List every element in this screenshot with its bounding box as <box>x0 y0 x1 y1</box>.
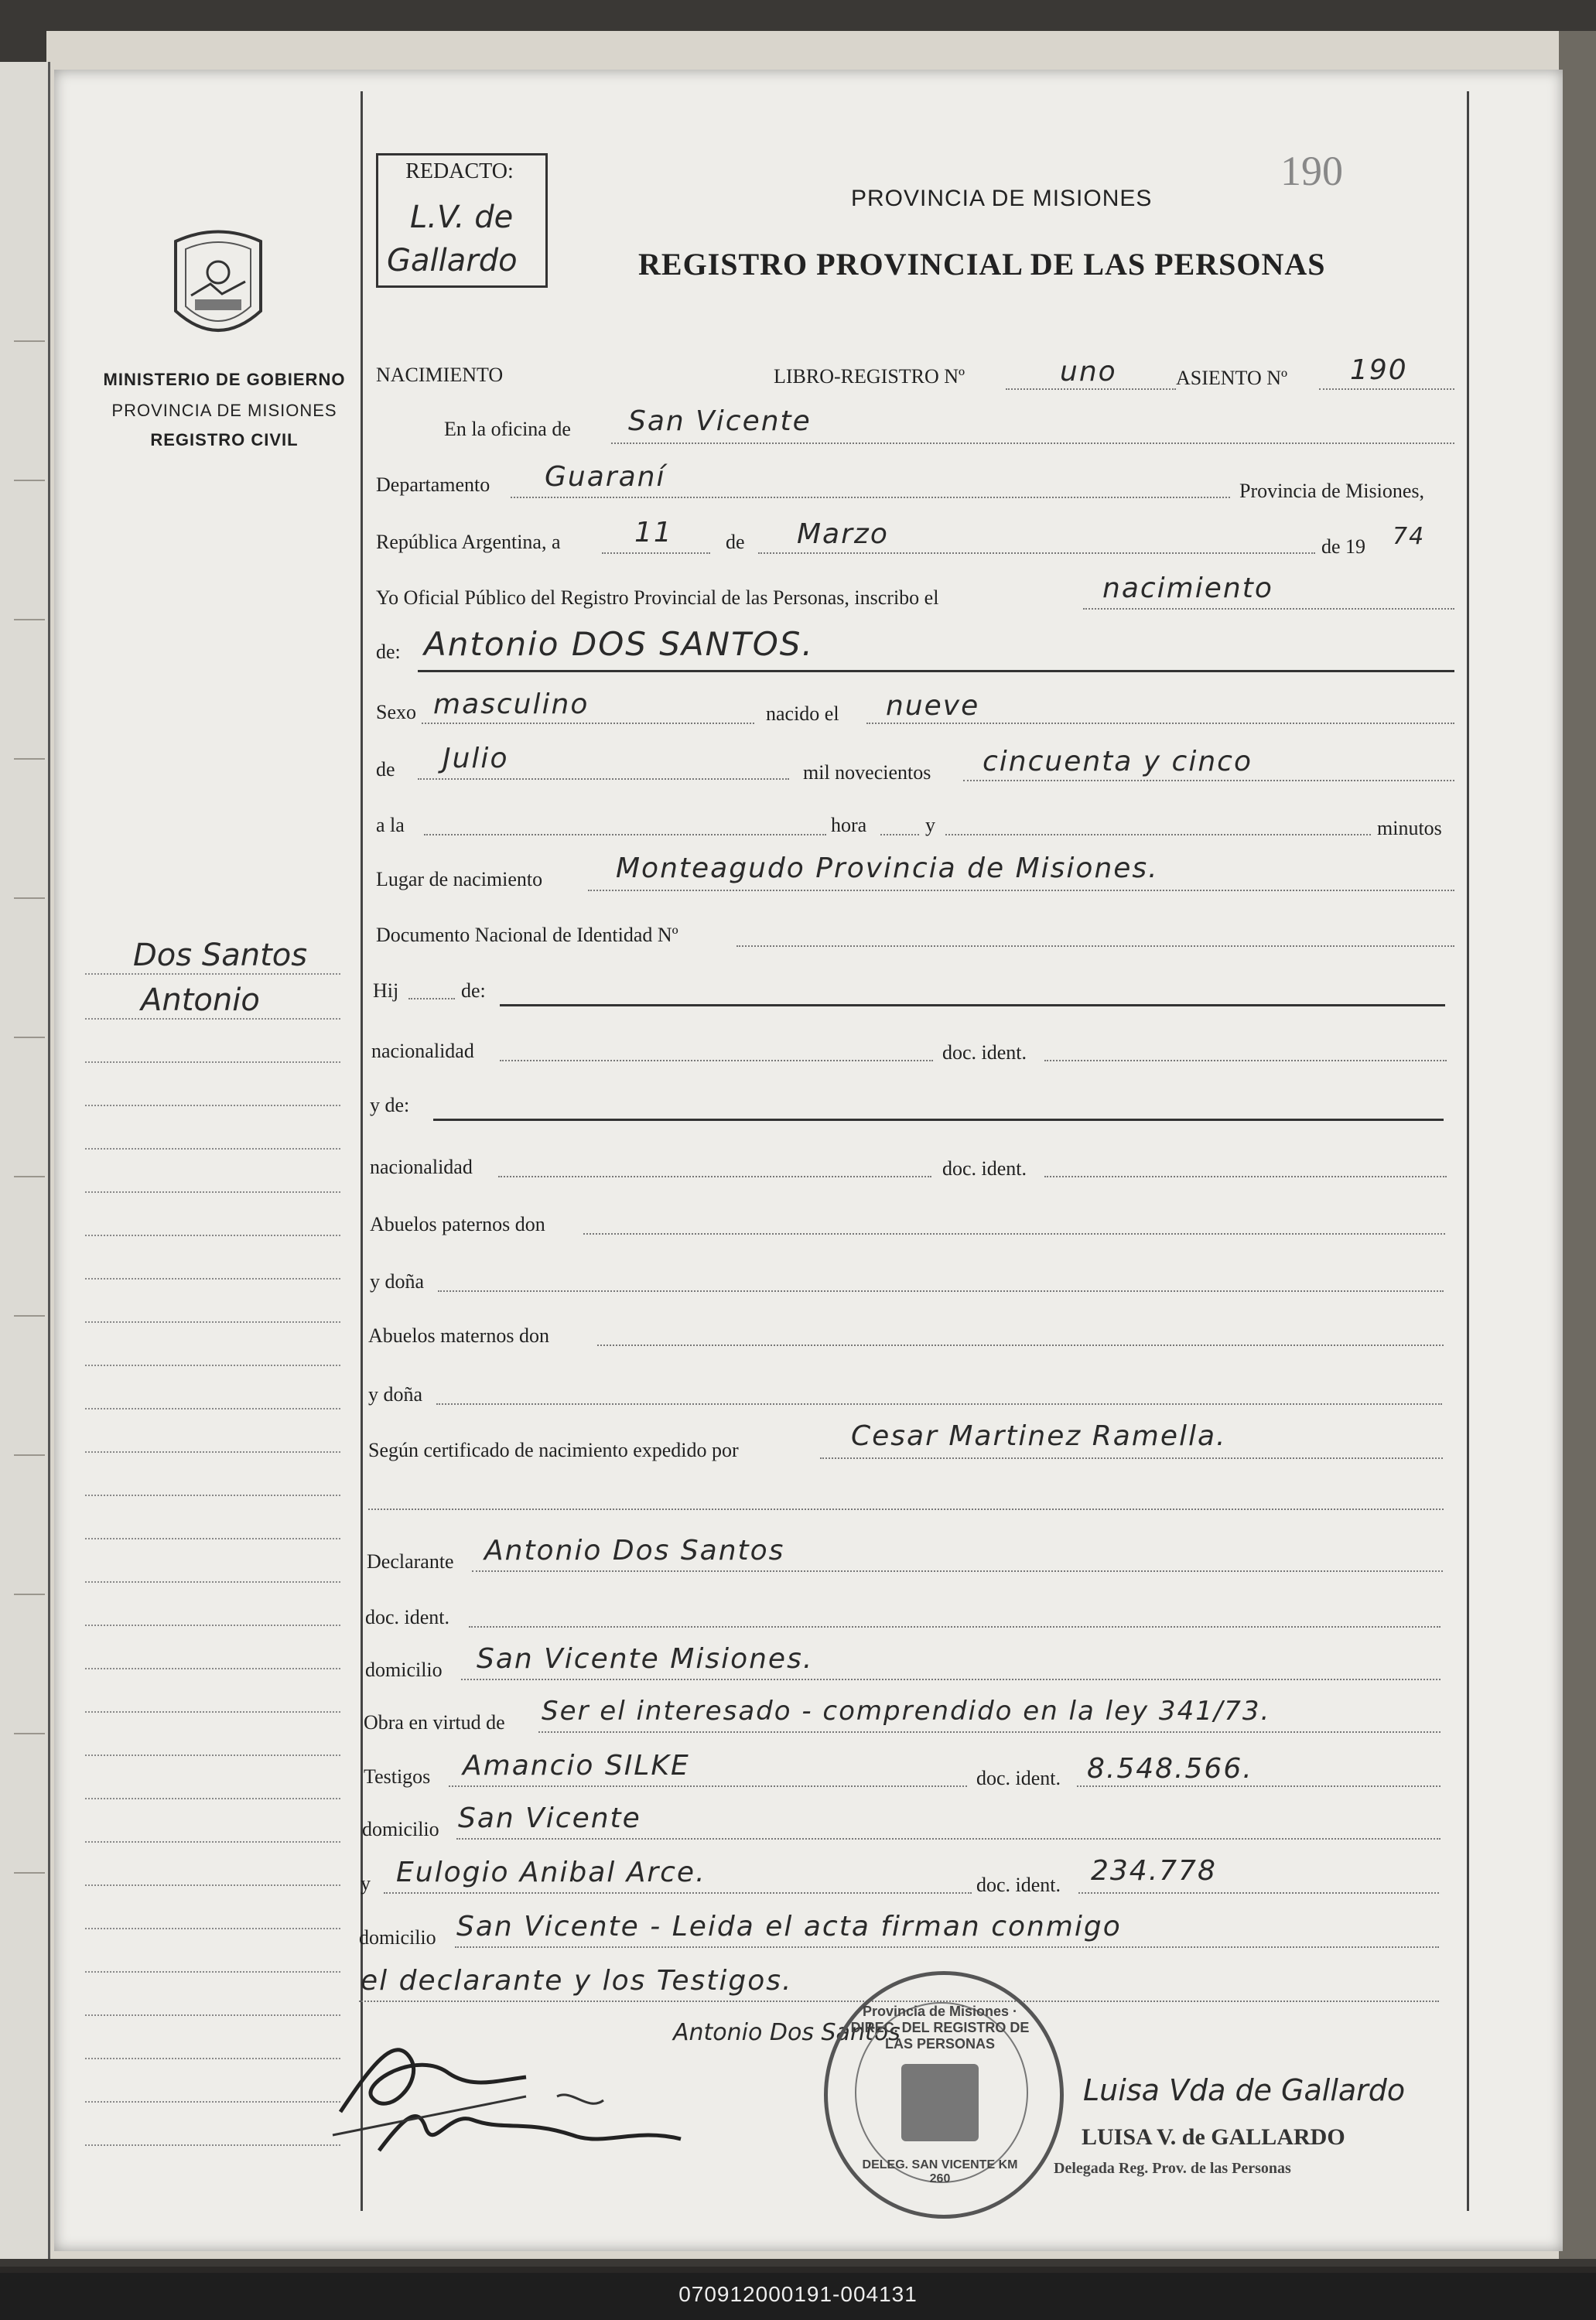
lugar-value: Monteagudo Provincia de Misiones. <box>616 852 1159 884</box>
departamento-label: Departamento <box>376 473 490 496</box>
strip-tick <box>14 1037 45 1038</box>
officer-name: LUISA V. de GALLARDO <box>1082 2124 1345 2150</box>
certificado-label: Según certificado de nacimiento expedido por <box>368 1439 739 1461</box>
stamp-outer-text: Provincia de Misiones · DIREC. DEL REGISTRO DE LAS PERSONAS <box>850 2004 1030 2052</box>
testigo2-dom-value: San Vicente - Leida el acta firman conmigo <box>456 1911 1122 1942</box>
oficial-label: Yo Oficial Público del Registro Provincial de las Personas, inscribo el <box>376 586 939 609</box>
strip-tick <box>14 1315 45 1317</box>
officer-title: Delegada Reg. Prov. de las Personas <box>1054 2160 1291 2177</box>
republica-label: República Argentina, a <box>376 531 561 553</box>
abuelos-maternos-label: Abuelos maternos don <box>368 1324 549 1347</box>
strip-tick <box>14 1872 45 1874</box>
nacionalidad-label: nacionalidad <box>371 1040 474 1062</box>
testigo1-value: Amancio SILKE <box>463 1750 690 1782</box>
ministry-line-1: MINISTERIO DE GOBIERNO <box>103 370 346 389</box>
testigo1-doc-label: doc. ident. <box>976 1767 1061 1789</box>
testigo2-value: Eulogio Anibal Arce. <box>396 1857 706 1888</box>
inscribo-value: nacimiento <box>1102 572 1273 604</box>
libro-label: LIBRO-REGISTRO Nº <box>774 365 965 388</box>
redacto-label: REDACTO: <box>405 159 514 183</box>
sexo-label: Sexo <box>376 701 416 723</box>
doc-ident-label-3: doc. ident. <box>365 1606 450 1628</box>
certificado-value: Cesar Martinez Ramella. <box>851 1420 1227 1452</box>
domicilio-label: domicilio <box>365 1659 443 1681</box>
margin-surname: Dos Santos <box>133 938 308 973</box>
anio-nac-value: cincuenta y cinco <box>983 746 1253 777</box>
officer-signature: Luisa Vda de Gallardo <box>1083 2073 1406 2107</box>
nacionalidad-label-2: nacionalidad <box>370 1156 473 1178</box>
y-de-label: y de: <box>370 1094 410 1116</box>
asiento-value: 190 <box>1350 354 1408 386</box>
redacto-value-1: L.V. de <box>410 200 514 235</box>
oficina-label: En la oficina de <box>444 418 571 440</box>
book-spine <box>1559 31 1596 2259</box>
de-label: de <box>726 531 745 553</box>
ministry-line-2: PROVINCIA DE MISIONES <box>111 401 337 420</box>
abuelos-paternos-label: Abuelos paternos don <box>370 1213 545 1235</box>
declarante-signature: Antonio Dos Santos <box>673 2019 901 2046</box>
testigo2-doc-label: doc. ident. <box>976 1874 1061 1896</box>
minutos-label: minutos <box>1377 817 1442 839</box>
testigo1-dom-label: domicilio <box>362 1818 439 1840</box>
strip-tick <box>14 758 45 760</box>
hora-label: hora <box>831 814 867 836</box>
nacido-value: nueve <box>886 690 980 722</box>
asiento-label: ASIENTO Nº <box>1176 367 1288 389</box>
de-persona-label: de: <box>376 641 401 663</box>
right-rule <box>1467 91 1469 2211</box>
strip-tick <box>14 619 45 620</box>
strip-tick <box>14 1594 45 1595</box>
declarante-label: Declarante <box>367 1550 454 1573</box>
province-title: PROVINCIA DE MISIONES <box>851 186 1153 211</box>
strip-tick <box>14 1733 45 1734</box>
provincia-suffix: Provincia de Misiones, <box>1239 480 1425 502</box>
stamp-inner-text: DELEG. SAN VICENTE KM 260 <box>862 2158 1018 2185</box>
strip-tick <box>14 1176 45 1177</box>
archive-code: 070912000191-004131 <box>678 2282 918 2306</box>
mes-nac-value: Julio <box>443 743 509 774</box>
sexo-value: masculino <box>433 688 590 720</box>
provincial-seal-icon <box>164 226 272 350</box>
margin-given-name: Antonio <box>141 982 260 1018</box>
dia-value: 11 <box>634 517 673 548</box>
y-dona-label: y doña <box>370 1270 425 1293</box>
ala-label: a la <box>376 814 405 836</box>
strip-tick <box>14 340 45 342</box>
hij-label: Hij <box>373 979 399 1002</box>
persona-value: Antonio DOS SANTOS. <box>424 625 814 663</box>
nacido-label: nacido el <box>766 702 839 725</box>
testigo2-dom-label: domicilio <box>359 1926 436 1949</box>
strip-tick <box>14 1454 45 1456</box>
closing-value: el declarante y los Testigos. <box>361 1965 793 1997</box>
doc-ident-label: doc. ident. <box>942 1041 1027 1064</box>
mil-label: mil novecientos <box>803 761 931 784</box>
stamp-emblem-icon <box>901 2064 979 2141</box>
testigo1-doc-value: 8.548.566. <box>1087 1753 1253 1785</box>
nacimiento-label: NACIMIENTO <box>376 364 504 386</box>
previous-page-edge <box>0 62 50 2259</box>
strip-tick <box>14 897 45 899</box>
mes-value: Marzo <box>797 518 889 550</box>
obra-value: Ser el interesado - comprendido en la ley 341/73. <box>542 1696 1271 1727</box>
y-testigo-label: y <box>361 1872 371 1895</box>
testigos-label: Testigos <box>364 1765 431 1788</box>
testigo2-doc-value: 234.778 <box>1091 1855 1217 1887</box>
lugar-label: Lugar de nacimiento <box>376 868 543 890</box>
declarante-value: Antonio Dos Santos <box>484 1535 785 1567</box>
anio-value: 74 <box>1393 523 1426 550</box>
page-number: 190 <box>1280 148 1343 194</box>
y-label: y <box>925 814 935 836</box>
redacto-value-2: Gallardo <box>387 243 518 278</box>
dni-label: Documento Nacional de Identidad Nº <box>376 924 678 946</box>
strip-tick <box>14 480 45 481</box>
ministry-line-3: REGISTRO CIVIL <box>150 430 299 449</box>
testigo1-dom-value: San Vicente <box>458 1802 641 1834</box>
de-mes-label: de <box>376 758 395 781</box>
hij-de-label: de: <box>461 979 486 1002</box>
libro-value: uno <box>1060 356 1117 388</box>
obra-label: Obra en virtud de <box>364 1711 505 1734</box>
departamento-value: Guaraní <box>545 461 666 493</box>
oficina-value: San Vicente <box>628 405 812 437</box>
registry-title: REGISTRO PROVINCIAL DE LAS PERSONAS <box>638 247 1326 282</box>
domicilio-value: San Vicente Misiones. <box>477 1643 814 1675</box>
anio-prefix: de 19 <box>1321 535 1366 558</box>
y-dona-label-2: y doña <box>368 1383 423 1406</box>
doc-ident-label-2: doc. ident. <box>942 1157 1027 1180</box>
